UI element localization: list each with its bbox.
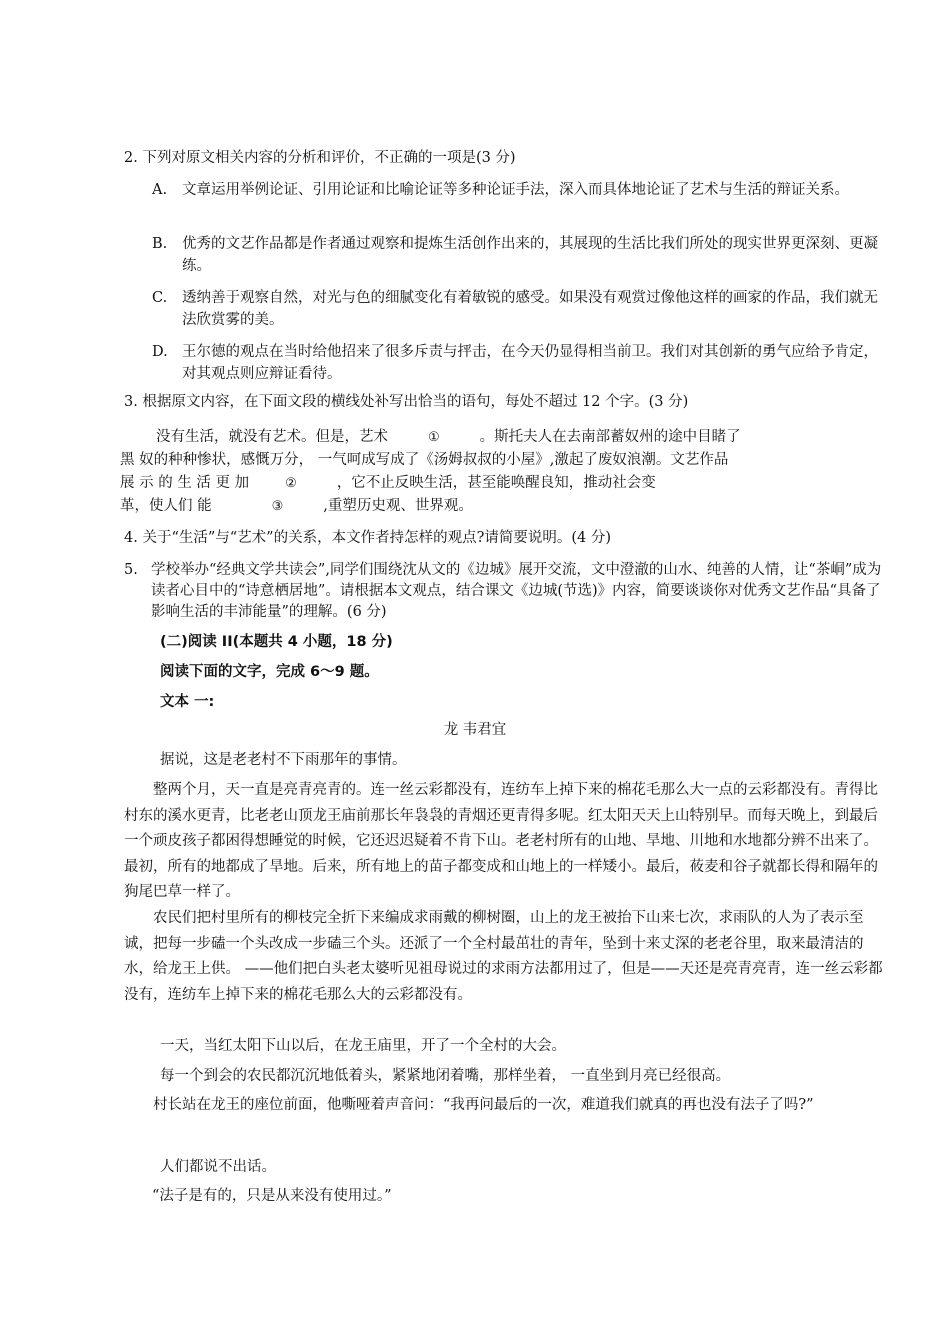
story-paragraph-8: “法子是有的，只是从来没有使用过。” bbox=[152, 1188, 392, 1204]
question-2-stem: 2. 下列对原文相关内容的分析和评价，不正确的一项是(3 分) bbox=[124, 150, 516, 166]
q2-option-d-text: 王尔德的观点在当时给他招来了很多斥责与抨击，在今天仍显得相当前卫。我们对其创新的勇气应给予肯定，对其观点则应辩证看待。 bbox=[182, 344, 878, 382]
blank-marker-2: ② bbox=[285, 476, 297, 491]
q3-passage-line-2: 黑 奴的种种惨状，感慨万分， 一气呵成写成了《汤姆叔叔的小屋》,激起了废奴浪潮。文艺作品 bbox=[120, 452, 729, 468]
q3-line1-part-b: 。斯托夫人在去南部蓄奴州的途中目睹了 bbox=[479, 429, 741, 445]
q2-option-c-letter: C. bbox=[152, 290, 168, 306]
q3-passage-line-4 bbox=[120, 495, 473, 518]
q2-option-c-text: 透纳善于观察自然，对光与色的细腻变化有着敏锐的感受。如果没有观赏过像他这样的画家的作品，我们就无法欣赏雾的美。 bbox=[182, 290, 878, 328]
question-5-text: 学校举办“经典文学共读会”,同学们围绕沈从文的《边城》展开交流，文中澄澈的山水、纯善的人情，让“茶峒”成为读者心目中的“诗意栖居地”。请根据本文观点，结合课文《边城(节选)》内容，简要谈谈你对优秀文艺作品“具备了影响生活的丰沛能量”的理解。(6 分) bbox=[151, 562, 882, 620]
q3-line1-part-a: 没有生活，就没有艺术。但是，艺术 bbox=[156, 429, 388, 445]
story-paragraph-2: 整两个月，天一直是亮青亮青的。连一丝云彩都没有，连纺车上掉下来的棉花毛那么大一点的云彩都没有。青得比村东的溪水更青，比老老山顶龙王庙前那长年袅袅的青烟还更青得多呢。红太阳天天上山特别早。而每天晚上，到最后一个顽皮孩子都困得想睡觉的时候，它还迟迟疑着不肯下山。老老村所有的山地、旱地、川地和水地都分辨不出来了。最初，所有的地都成了旱地。后来，所有地上的苗子都变成和山地上的一样矮小。最后，莜麦和谷子就都长得和隔年的狗尾巴草一样了。 bbox=[124, 782, 878, 900]
question-5-number: 5. bbox=[124, 562, 138, 578]
q2-option-a-text: 文章运用举例论证、引用论证和比喻论证等多种论证手法，深入而具体地论证了艺术与生活的辩证关系。 bbox=[182, 182, 849, 198]
question-4: 4. 关于“生活”与“艺术”的关系，本文作者持怎样的观点?请简要说明。(4 分) bbox=[124, 530, 612, 546]
story-paragraph-1: 据说，这是老老村不下雨那年的事情。 bbox=[160, 752, 407, 768]
blank-marker-1: ① bbox=[428, 430, 440, 445]
q3-line4-part-a: 革，使人们 能 bbox=[120, 498, 212, 514]
story-title: 龙 韦君宜 bbox=[443, 722, 507, 738]
question-3-stem: 3. 根据原文内容，在下面文段的横线处补写出恰当的语句，每处不超过 12 个字。(3 分) bbox=[124, 394, 689, 410]
blank-marker-3: ③ bbox=[271, 499, 284, 514]
q3-line3-part-a: 展 示 的 生 活 更 加 bbox=[120, 475, 250, 491]
section-instruction: 阅读下面的文字，完成 6～9 题。 bbox=[160, 664, 379, 680]
section-title: (二)阅读 II(本题共 4 小题，18 分) bbox=[160, 634, 393, 650]
q3-line3-part-b: ，它不止反映生活，甚至能唤醒良知，推动社会变 bbox=[336, 475, 656, 491]
story-paragraph-7: 人们都说不出话。 bbox=[160, 1159, 276, 1175]
story-paragraph-6: 村长站在龙王的座位前面，他嘶哑着声音问：“我再问最后的一次，难道我们就真的再也没有法子了吗?” bbox=[153, 1097, 814, 1113]
story-paragraph-3: 农民们把村里所有的柳枝完全折下来编成求雨戴的柳树圈，山上的龙王被抬下山来七次，求雨队的人为了表示至诚，把每一步磕一个头改成一步磕三个头。还派了一个全村最茁壮的青年，坠到十来丈深的老老谷里，取来最清洁的水，给龙王上供。 ——他们把白头老太婆听见祖母说过的求雨方法都用过了，但是——天还是亮青亮青，连一丝云彩都没有，连纺车上掉下来的棉花毛那么大的云彩都没有。 bbox=[124, 910, 883, 1003]
q2-option-b-text: 优秀的文艺作品都是作者通过观察和提炼生活创作出来的，其展现的生活比我们所处的现实世界更深刻、更凝练。 bbox=[182, 236, 878, 274]
q2-option-d-letter: D. bbox=[152, 344, 168, 360]
q3-passage-line-3 bbox=[120, 472, 656, 495]
story-paragraph-5: 每一个到会的农民都沉沉地低着头，紧紧地闭着嘴，那样坐着， 一直坐到月亮已经很高。 bbox=[160, 1068, 731, 1084]
text-label: 文本 一: bbox=[160, 694, 215, 710]
q2-option-a-letter: A. bbox=[152, 182, 168, 198]
story-paragraph-4: 一天，当红太阳下山以后，在龙王庙里，开了一个全村的大会。 bbox=[160, 1038, 566, 1054]
q3-line4-part-b: ,重塑历史观、世界观。 bbox=[323, 498, 473, 514]
q2-option-b-letter: B. bbox=[152, 236, 168, 252]
q3-passage-line-1 bbox=[156, 426, 741, 449]
